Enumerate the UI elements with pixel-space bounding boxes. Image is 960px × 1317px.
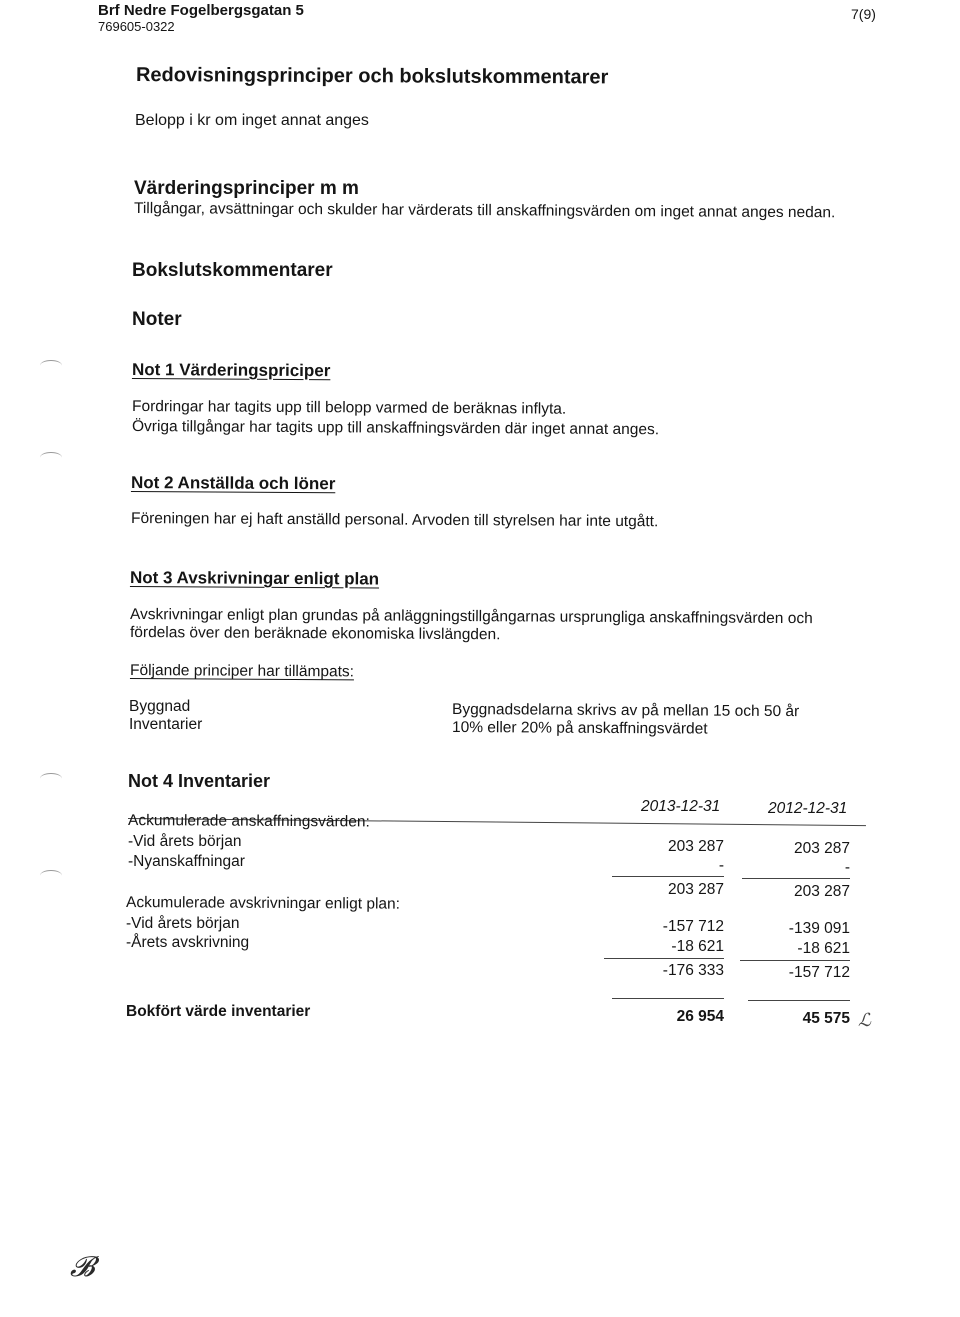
notes-heading: Noter xyxy=(132,309,182,330)
margin-mark xyxy=(40,870,62,881)
note4-title: Not 4 Inventarier xyxy=(128,771,271,791)
table-cell: 203 287 xyxy=(793,840,850,857)
subtotal-rule xyxy=(740,960,850,961)
table-cell: - xyxy=(844,859,850,876)
currency-note: Belopp i kr om inget annat anges xyxy=(135,112,369,129)
column-header-2013: 2013-12-31 xyxy=(641,798,721,815)
book-value-2013: 26 954 xyxy=(676,1008,724,1025)
table-row-label: -Vid årets början xyxy=(126,915,240,932)
margin-mark xyxy=(40,360,62,371)
page-number: 7(9) xyxy=(851,6,876,22)
book-value-2012: 45 575 xyxy=(802,1010,850,1027)
organization-number: 769605-0322 xyxy=(98,19,175,34)
organization-name: Brf Nedre Fogelbergsgatan 5 xyxy=(98,2,304,19)
principle-rule: 10% eller 20% på anskaffningsvärdet xyxy=(451,719,708,738)
note1-title: Not 1 Värderingspriciper xyxy=(131,360,331,381)
table-row-label: -Vid årets början xyxy=(128,833,242,850)
note2-title: Not 2 Anställda och löner xyxy=(130,473,336,494)
subtotal-rule xyxy=(604,958,724,959)
subtotal-rule xyxy=(612,876,724,877)
table-row-label: -Årets avskrivning xyxy=(126,934,250,951)
valuation-heading: Värderingsprinciper m m xyxy=(134,178,359,199)
valuation-text: Tillgångar, avsättningar och skulder har värderats till anskaffningsvärden om inget annat anges nedan. xyxy=(133,200,836,222)
acquisition-heading: Ackumulerade anskaffningsvärden: xyxy=(127,812,370,831)
principle-item: Byggnad xyxy=(129,698,191,715)
subtotal-cell: 203 287 xyxy=(793,883,850,900)
margin-mark xyxy=(40,773,62,784)
note1-line1: Fordringar har tagits upp till belopp varmed de beräknas inflyta. xyxy=(131,398,567,418)
note3-title: Not 3 Avskrivningar enligt plan xyxy=(129,568,380,589)
subtotal-cell: -176 333 xyxy=(662,962,724,979)
page-title: Redovisningsprinciper och bokslutskommentarer xyxy=(135,64,609,89)
initial-mark: 𝓑 xyxy=(70,1250,95,1283)
total-rule xyxy=(612,998,724,999)
total-rule xyxy=(748,1000,850,1001)
book-value-label: Bokfört värde inventarier xyxy=(126,1003,311,1020)
signature-mark: ℒ xyxy=(858,1010,871,1031)
note3-line1: Avskrivningar enligt plan grundas på anläggningstillgångarnas ursprungliga anskaffningsvärden och xyxy=(129,606,813,628)
subtotal-cell: -157 712 xyxy=(788,964,850,981)
note2-text: Föreningen har ej haft anställd personal. Arvoden till styrelsen har inte utgått. xyxy=(130,510,659,531)
table-cell: -18 621 xyxy=(671,938,724,955)
column-header-2012: 2012-12-31 xyxy=(768,800,848,817)
table-cell: -18 621 xyxy=(797,940,850,957)
note1-line2: Övriga tillgångar har tagits upp till anskaffningsvärden där inget annat anges. xyxy=(131,418,660,439)
principles-heading: Följande principer har tillämpats: xyxy=(129,662,355,681)
table-row-label: -Nyanskaffningar xyxy=(128,853,245,870)
table-cell: -157 712 xyxy=(662,918,724,935)
depreciation-heading: Ackumulerade avskrivningar enligt plan: xyxy=(125,894,401,913)
principle-rule: Byggnadsdelarna skrivs av på mellan 15 och 50 år xyxy=(451,701,800,721)
note3-line2: fördelas över den beräknade ekonomiska livslängden. xyxy=(129,624,501,644)
subtotal-rule xyxy=(742,878,850,879)
table-cell: - xyxy=(718,857,724,874)
subtotal-cell: 203 287 xyxy=(667,881,724,898)
table-cell: -139 091 xyxy=(788,920,850,937)
margin-mark xyxy=(40,452,62,463)
principle-item: Inventarier xyxy=(129,716,203,733)
table-cell: 203 287 xyxy=(667,838,724,855)
comments-heading: Bokslutskommentarer xyxy=(132,260,333,281)
